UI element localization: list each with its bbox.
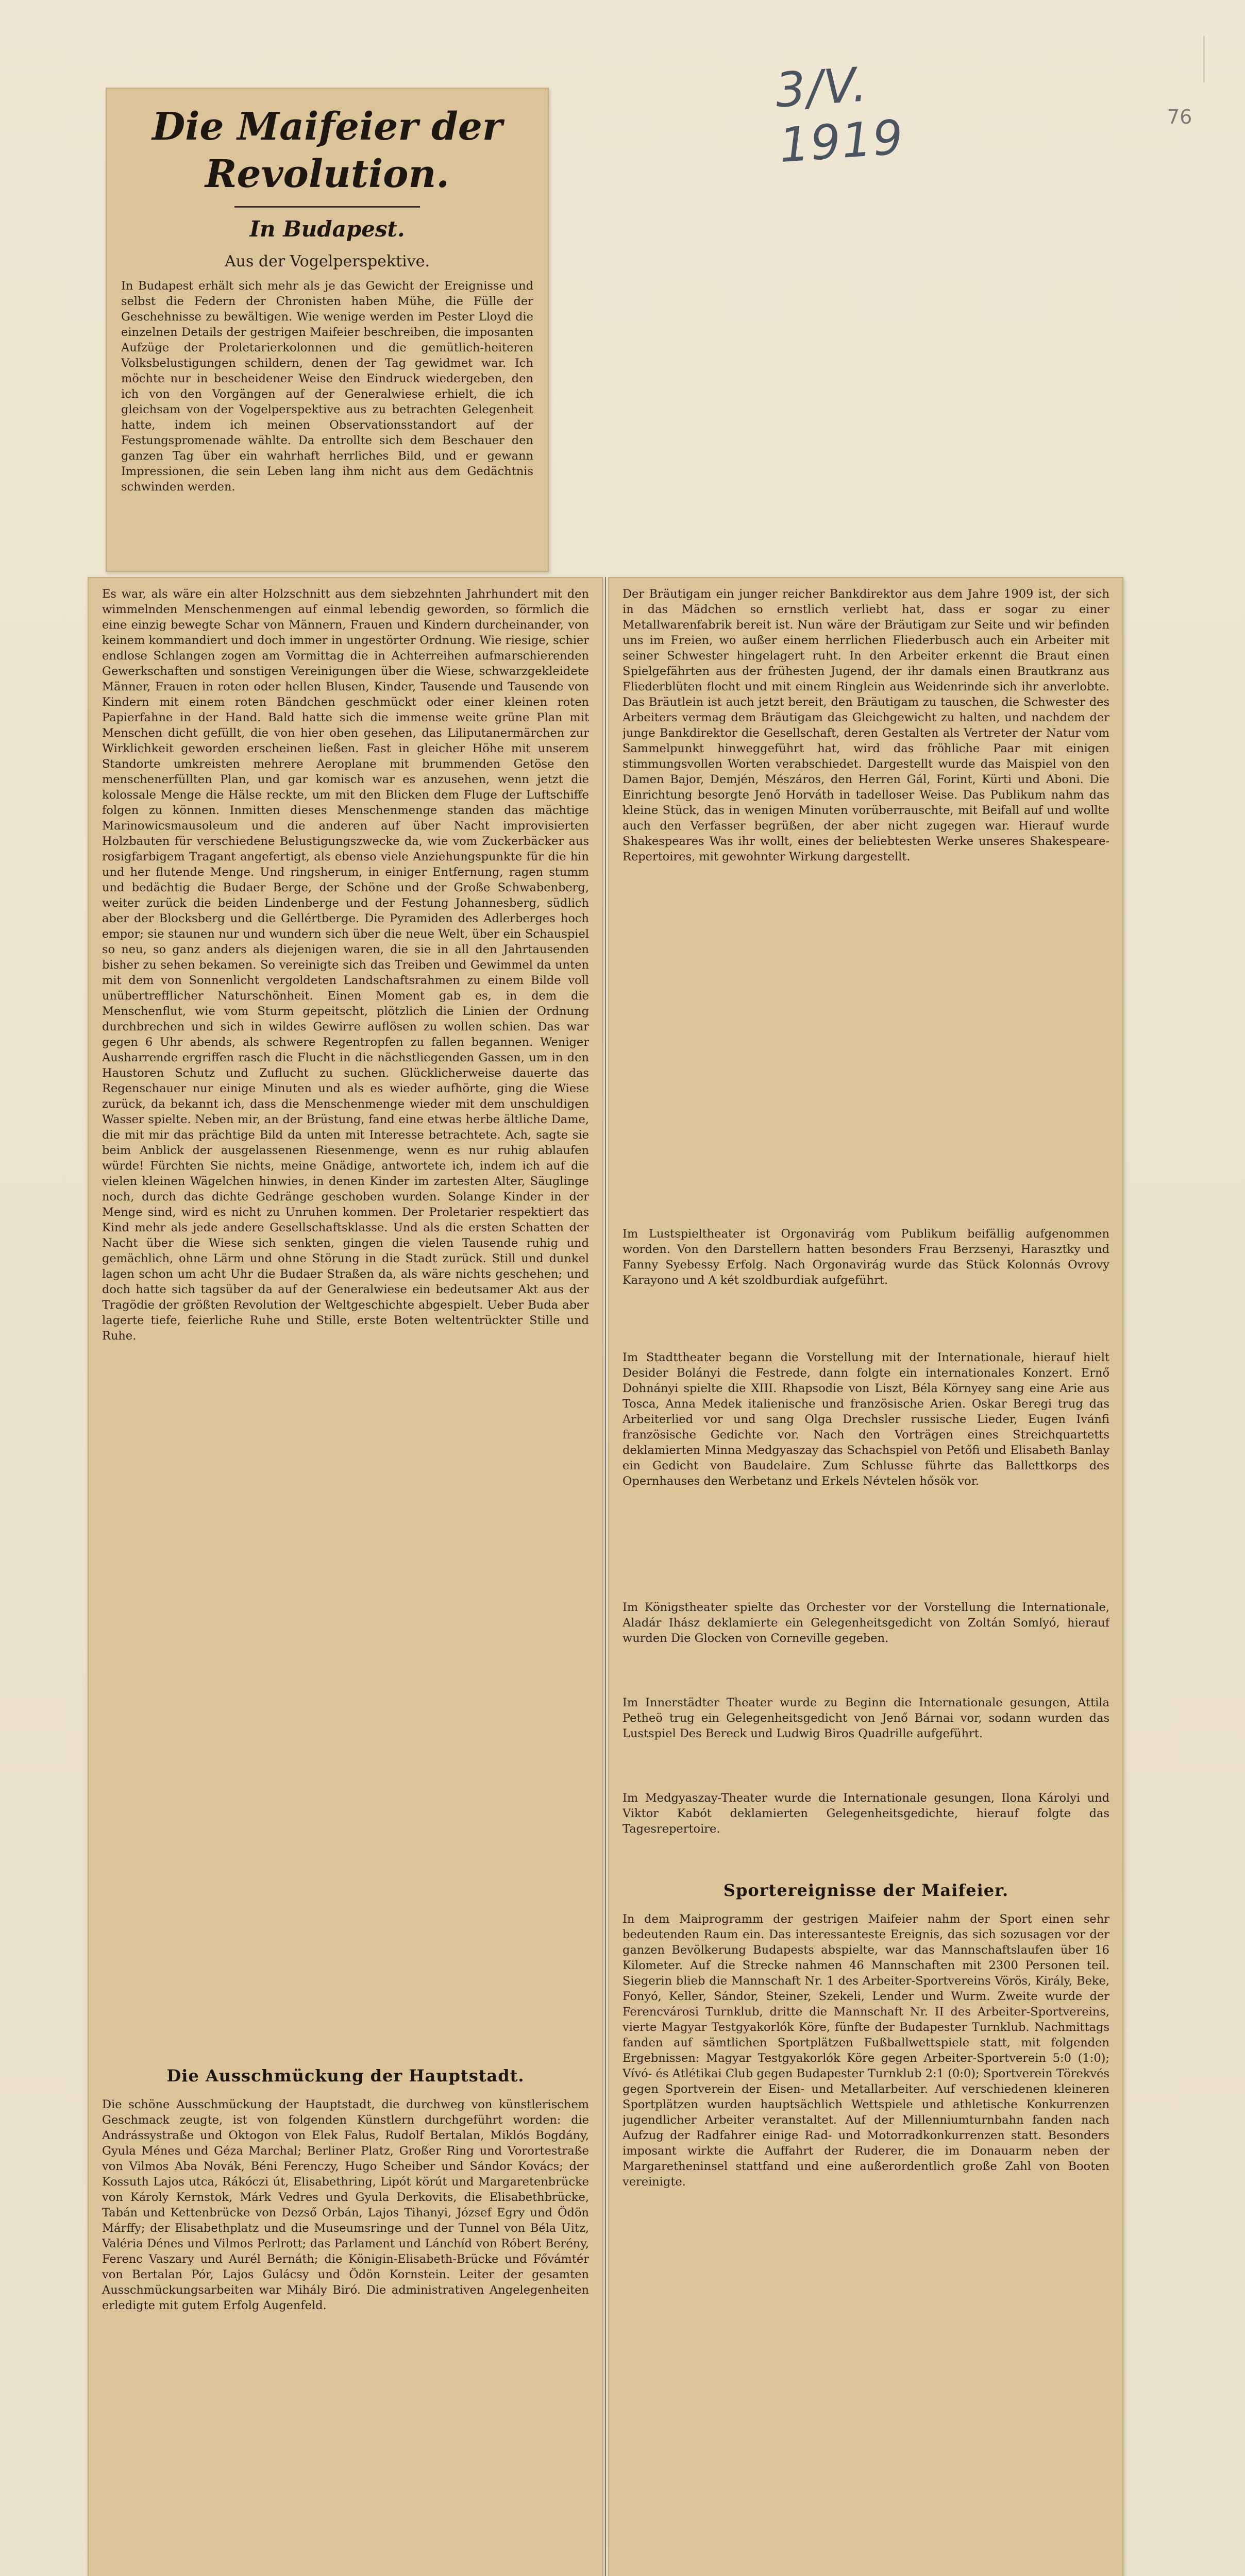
location-subhead: In Budapest.: [249, 216, 405, 242]
theater-koenig-paragraph: Im Königstheater spielte das Orchester vor der Vorstellung die Internationale, Aladár Ihász deklamierte ein Gelegenheitsgedicht von Zoltán Somlyó, hierauf wurden Die Glocken von Corneville gegeben.: [622, 1601, 1109, 1645]
board-edge-mark: [1203, 36, 1225, 82]
column-divider: [605, 577, 606, 2576]
left-main-paragraph: Es war, als wäre ein alter Holzschnitt aus dem siebzehnten Jahrhundert mit den wimmelnden Menschenmengen auf einmal lebendig geworden, so förmlich die eine einzig bewegte Schar von Männern, Frauen und Kindern durcheinander, von keinem kommandiert und doch immer in ungestörter Ordnung. Wie riesige, schier endlose Schlangen zogen am Vormittag die in Achterreihen aufmarschierenden Gewerkschaften und sonstigen Vereinigungen über die Wiese, schwarzgekleidete Männer, Frauen in roten oder hellen Blusen, Kinder, Tausende und Tausende von Kindern mit einem roten Bändchen geschmückt oder einer kleinen roten Papierfahne in der Hand. Bald hatte sich die immense weite grüne Plan mit Menschen dicht gefüllt, die von hier oben gesehen, das Liliputanermärchen zur Wirklichkeit geworden erscheinen ließen. Fast in gleicher Höhe mit unserem Standorte umkreisten mehrere Aeroplane mit brummenden Getöse den menschenerfüllten Plan, und gar komisch war es anzusehen, wenn jetzt die kolossale Menge die Hälse reckte, um mit den Blicken dem Fluge der Luftschiffe folgen zu können. Inmitten dieses Menschenmenge standen das mächtige Marinowicsmausoleum und die anderen auf über Nacht improvisierten Holzbauten für verschiedene Belustigungszwecke da, wie vom Zuckerbäcker aus rosigfarbigem Tragant angefertigt, als ebenso viele Anziehungspunkte für die hin und her flutende Menge. Und ringsherum, in einiger Entfernung, ragen stumm und bedächtig die Budaer Berge, der Schöne und der Große Schwabenberg, weiter zurück die beiden Lindenberge und der Festung Johannesberg, südlich aber der Blocksberg und die Gellértberge. Die Pyramiden des Adlerberges hoch empor; sie staunen nur und wundern sich über die neue Welt, über ein Schauspiel so neu, so ganz anders als diejenigen waren, die sie in all den Jahrtausenden bisher zu sehen bekamen. So vereinigte sich das Treiben und Gewimmel da unten mit dem von Sonnenlicht vergoldeten Landschaftsrahmen zu einem Bilde voll unübertrefflicher Naturschönheit. Einen Moment gab es, in dem die Menschenflut, wie vom Sturm gepeitscht, plötzlich die Linien der Ordnung durchbrechen und sich in wildes Gewirre auflösen zu wollen schien. Das war gegen 6 Uhr abends, als schwere Regentropfen zu fallen begannen. Weniger Ausharrende ergriffen rasch die Flucht in die nächstliegenden Gassen, um in den Haustoren Schutz und Zuflucht zu suchen. Glücklicherweise dauerte das Regenschauer nur einige Minuten und als es wieder aufhörte, ging die Wiese zurück, da bekannt ich, dass die Menschenmenge wieder mit dem unschuldigen Wasser spielte. Neben mir, an der Brüstung, fand eine etwas herbe ältliche Dame, die mit mir das prächtige Bild da unten mit Interesse betrachtete. Ach, sagte sie beim Anblick der ausgelassenen Riesenmenge, wenn es nur ruhig ablaufen würde! Fürchten Sie nichts, meine Gnädige, antwortete ich, indem ich auf die vielen kleinen Wägelchen hinwies, in denen Kinder im zartesten Alter, Säuglinge noch, durch das dichte Gedränge geschoben wurden. Solange Kinder in der Menge sind, wird es nicht zu Unruhen kommen. Der Proletarier respektiert das Kind mehr als jede andere Gesellschaftsklasse. Und als die ersten Schatten der Nacht über die Wiese sich senkten, gingen die vielen Tausende ruhig und gemächlich, ohne Lärm und ohne Störung in die Stadt zurück. Still und dunkel lagen schon um acht Uhr die Budaer Straßen da, als wäre nichts geschehen; und doch hatte sich tagsüber da auf der Generalwiese ein bedeutsamer Akt aus der Tragödie der größten Revolution der Weltgeschichte abgespielt. Ueber Buda aber lagerte tiefe, feierliche Ruhe und Stille, erste Boten weltentrückter Stille und Ruhe.: [102, 587, 589, 1343]
sport-paragraph: In dem Maiprogramm der gestrigen Maifeier nahm der Sport einen sehr bedeutenden Raum ein. Das interessanteste Ereignis, das sich sozusagen vor der ganzen Bevölkerung Budapests abspielte, war das Mannschaftslaufen über 16 Kilometer. Auf die Strecke nahmen 46 Mannschaften mit 2300 Personen teil. Siegerin blieb die Mannschaft Nr. 1 des Arbeiter-Sportvereins Vörös, Király, Beke, Fonyó, Keller, Sándor, Steiner, Szekeli, Lender und Wurm. Zweite wurde der Ferencvárosi Turnklub, dritte die Mannschaft Nr. II des Arbeiter-Sportvereins, vierte Magyar Testgyakorlók Köre, fünfte der Budapester Turnklub. Nachmittags fanden auf sämtlichen Sportplätzen Fußballwettspiele statt, mit folgenden Ergebnissen: Magyar Testgyakorlók Köre gegen Arbeiter-Sportverein 5:0 (1:0); Vívó- és Atlétikai Club gegen Budapester Turnklub 2:1 (0:0); Sportverein Törekvés gegen Sportverein der Eisen- und Metallarbeiter. Auf verschiedenen kleineren Sportplätzen wurden hauptsächlich Wettspiele und athletische Konkurrenzen jugendlicher Arbeiter veranstaltet. Auf der Millenniumturnbahn fanden nach Aufzug der Radfahrer einige Rad- und Motorradkonkurrenzen statt. Besonders imposant wirkte die Auffahrt der Ruderer, die im Donauarm neben der Margaretheninsel stattfand und eine außerordentlich große Zahl von Booten vereinigte.: [622, 1912, 1109, 2189]
sport-section-title: Sportereignisse der Maifeier.: [723, 1880, 1009, 1900]
handwritten-date: 3/V. 1919: [773, 57, 906, 174]
left-column-clipping: [88, 577, 603, 2576]
theater-medgyaszay-paragraph: Im Medgyaszay-Theater wurde die Internationale gesungen, Ilona Károlyi und Viktor Kabót deklamierten Gelegenheitsgedichte, hierauf folgte das Tagesrepertoire.: [622, 1791, 1109, 1836]
headline-clipping: [106, 88, 549, 572]
theater-national-continued: Der Bräutigam ein junger reicher Bankdirektor aus dem Jahre 1909 ist, der sich in das Mädchen so ernstlich verliebt hat, dass er sogar zu einer Metallwarenfabrik bereit ist. Nun wäre der Bräutigam zur Seite und wir befinden uns im Freien, wo außer einem herrlichen Fliederbusch auch ein Arbeiter mit seiner Schwester hingelagert ruht. In den Arbeiter erkennt die Braut einen Spielgefährten aus der frühesten Jugend, der ihr damals einen Brautkranz aus Fliederblüten flocht und mit einem Ringlein aus Weidenrinde sich ihr anverlobte. Das Bräutlein ist auch jetzt bereit, den Bräutigam zu tauschen, die Schwester des Arbeiters vermag dem Bräutigam das Gleichgewicht zu halten, und nachdem der junge Bankdirektor die Gesellschaft, deren Gestalten als Vertreter der Natur vom Sammelpunkt hinweggeführt hat, wird das fröhliche Paar mit einigen stimmungsvollen Worten verabschiedet. Dargestellt wurde das Maispiel von den Damen Bajor, Demjén, Mészáros, den Herren Gál, Forint, Kürti und Aboni. Die Einrichtung besorgte Jenő Horváth in tadelloser Weise. Das Publikum nahm das kleine Stück, das in wenigen Minuten vorüberrauschte, mit Beifall auf und wollte auch den Verfasser begrüßen, der aber nicht zugegen war. Hierauf wurde Shakespeares Was ihr wollt, eines der beliebtesten Werke unseres Shakespeare-Repertoires, mit gewohnter Wirkung dargestellt.: [622, 587, 1109, 863]
intro-paragraph: In Budapest erhält sich mehr als je das Gewicht der Ereignisse und selbst die Federn der Chronisten haben Mühe, die Fülle der Geschehnisse zu bewältigen. Wie wenige werden im Pester Lloyd die einzelnen Details der gestrigen Maifeier beschreiben, die imposanten Aufzüge der Proletarierkolonnen und die gemütlich-heiteren Volksbelustigungen schildern, denen der Tag gewidmet war. Ich möchte nur in bescheidener Weise den Eindruck wiedergeben, den ich von den Vorgängen auf der Generalwiese erhielt, die ich gleichsam von der Vogelperspektive aus zu betrachten Gelegenheit hatte, indem ich meinen Observationsstandort auf der Festungspromenade wählte. Da entrollte sich dem Beschauer den ganzen Tag über ein wahrhaft herrliches Bild, und er gewann Impressionen, die sein Leben lang ihm nicht aus dem Gedächtnis schwinden werden.: [121, 279, 533, 494]
decoration-paragraph: Die schöne Ausschmückung der Hauptstadt, die durchweg von künstlerischem Geschmack zeugte, ist von folgenden Künstlern durchgeführt worden: die Andrássystraße und Oktogon von Elek Falus, Rudolf Bertalan, Miklós Bogdány, Gyula Ménes und Géza Marchal; Berliner Platz, Großer Ring und Vorortestraße von Vilmos Aba Novák, Béni Ferenczy, Hugo Scheiber und Sándor Kovács; der Kossuth Lajos utca, Rákóczi út, Elisabethring, Lipót körút und Margaretenbrücke von Károly Kernstok, Márk Vedres und Gyula Derkovits, die Elisabethbrücke, Tabán und Kettenbrücke von Dezső Orbán, Lajos Tihanyi, József Egry und Ödön Márffy; der Elisabethplatz und die Museumsringe und der Tunnel von Béla Uitz, Valéria Dénes und Vilmos Perlrott; das Parlament und Lánchíd von Róbert Berény, Ferenc Vaszary und Aurél Bernáth; die Königin-Elisabeth-Brücke und Fővámtér von Bertalan Pór, Lajos Gulácsy und Ödön Kornstein. Leiter der gesamten Ausschmückungsarbeiten war Mihály Biró. Die administrativen Angelegenheiten erledigte mit gutem Erfolg Augenfeld.: [102, 2098, 589, 2312]
article-headline: Die Maifeier der Revolution.: [152, 105, 502, 196]
article-dek: Aus der Vogelperspektive.: [225, 252, 430, 270]
headline-rule: [234, 206, 420, 208]
right-column-clipping: [608, 577, 1123, 2576]
decoration-section-title: Die Ausschmückung der Hauptstadt.: [166, 2066, 525, 2086]
theater-inner-paragraph: Im Innerstädter Theater wurde zu Beginn die Internationale gesungen, Attila Petheö trug ein Gelegenheitsgedicht von Jenő Bárnai vor, sodann wurden das Lustspiel Des Bereck und Ludwig Biros Quadrille aufgeführt.: [622, 1696, 1109, 1740]
theater-lustspiel-paragraph: Im Lustspieltheater ist Orgonavirág vom Publikum beifällig aufgenommen worden. Von den Darstellern hatten besonders Frau Berzsenyi, Harasztky und Fanny Syebessy Erfolg. Nach Orgonavirág wurde das Stück Kolonnás Ovrovy Karayono und A két szoldburdiak aufgeführt.: [622, 1227, 1109, 1287]
archive-reference-number: 76: [1167, 106, 1192, 128]
theater-stadt-paragraph: Im Stadttheater begann die Vorstellung mit der Internationale, hierauf hielt Desider Bolányi die Festrede, dann folgte ein internationales Konzert. Ernő Dohnányi spielte die XIII. Rhapsodie von Liszt, Béla Környey sang eine Arie aus Tosca, Anna Medek italienische und französische Arien. Oskar Beregi trug das Arbeiterlied vor und sang Olga Drechsler russische Lieder, Eugen Ivánfi französische Gedichte vor. Nach den Vorträgen eines Streichquartetts deklamierten Minna Medgyaszay das Schachspiel von Petőfi und Elisabeth Banlay ein Gedicht von Baudelaire. Zum Schlusse führte das Ballettkorps des Opernhauses den Werbetanz und Erkels Névtelen hősök vor.: [622, 1351, 1109, 1488]
